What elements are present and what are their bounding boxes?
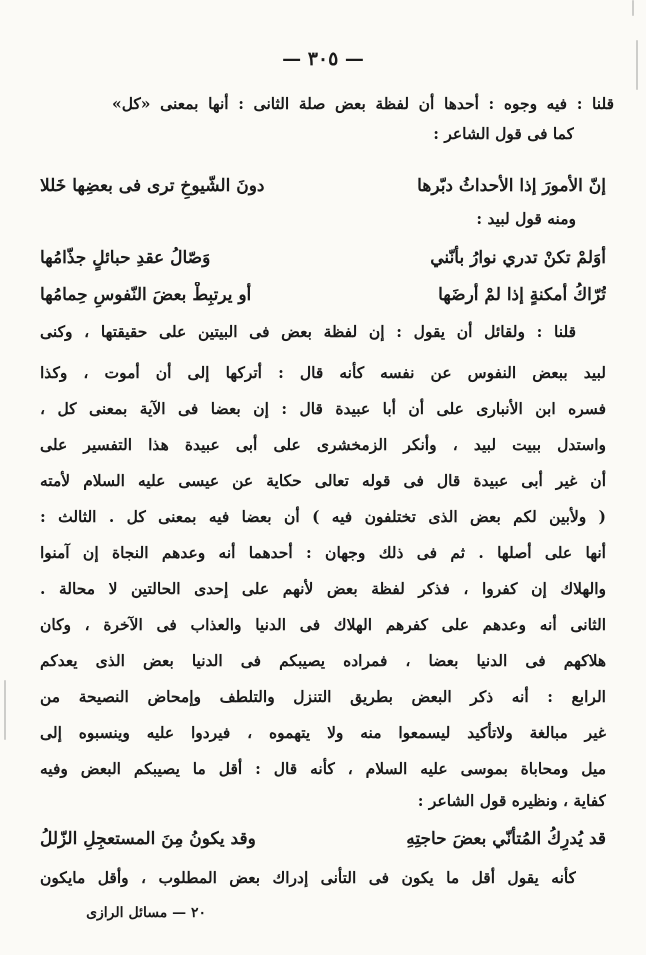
poem-verse <box>40 826 606 852</box>
page-number: — ٣٠٥ — <box>282 48 364 70</box>
text-line: غير مبالغة ولاتأكيد ليسمعوا منه ولا يتهموه ، فيردوا عليه وينسبوه إلى <box>40 723 606 742</box>
verse-second-hemistich: وَصّالُ عقدِ حبائلٍ جذّامُها <box>40 248 211 268</box>
verse-first-hemistich: قد يُدرِكُ المُتأنّي بعضَ حاجتِهِ <box>406 829 606 849</box>
poem-verse <box>40 173 606 199</box>
verse-second-hemistich: دونَ الشّيوخِ ترى فى بعضِها خَللا <box>40 176 265 196</box>
text-line: أنها على أصلها . ثم فى ذلك وجهان : أحدهما أنه وعدهم النجاة إن آمنوا <box>40 543 606 562</box>
scan-mark <box>4 680 6 740</box>
verse-second-hemistich: وقد يكونُ مِنَ المستعجِلِ الزّللُ <box>40 829 256 849</box>
verse-first-hemistich: تُرّاكُ أمكنةٍ إذا لمْ أرضَها <box>438 285 606 305</box>
text-line: والهلاك إن كفروا ، فذكر لفظة بعض لأنهم على إحدى الحالتين لا محالة . <box>40 579 606 598</box>
text-line: كفاية ، ونظيره قول الشاعر : <box>417 791 606 810</box>
poem-verse <box>40 245 606 271</box>
text-line: ميل ومحاباة بموسى عليه السلام ، كأنه قال : أقل ما يصيبكم البعض وفيه <box>40 759 606 778</box>
text-line: لبيد ببعض النفوس عن نفسه كأنه قال : أتركها إلى أن أموت ، وكذا <box>40 363 606 382</box>
text-line: الثانى أنه وعدهم على كفرهم الهلاك فى الدنيا والعذاب فى الآخرة ، وكان <box>40 615 606 634</box>
page-footer: ٢٠ — مسائل الرازى <box>86 905 206 921</box>
text-line: كما فى قول الشاعر : <box>433 124 574 143</box>
text-line: أن غير أبى عبيدة قال فى قوله تعالى حكاية عن عيسى عليه السلام لأمته <box>40 471 606 490</box>
verse-first-hemistich: أوَلمْ تكنْ تدري نوارُ بأنّني <box>430 248 606 268</box>
text-line: قلنا : فيه وجوه : أحدها أن لفظة بعض صلة الثانى : أنها بمعنى «كل» <box>112 94 614 113</box>
text-line: فسره ابن الأنبارى على أن أبا عبيدة قال : إن بعضا فى الآية بمعنى كل ، <box>40 399 606 418</box>
poem-verse <box>40 282 606 308</box>
text-line: قلنا : ولقائل أن يقول : إن لفظة بعض فى البيتين على حقيقتها ، وكنى <box>40 322 576 341</box>
text-line: ومنه قول لبيد : <box>476 209 576 228</box>
scan-mark <box>632 0 634 16</box>
verse-first-hemistich: إنّ الأمورَ إذا الأحداثُ دبّرها <box>417 176 606 196</box>
verse-second-hemistich: أو يرتبِطْ بعضَ النّفوسِ حِمامُها <box>40 285 252 305</box>
text-line: ( ولأبين لكم بعض الذى تختلفون فيه ) أن بعضا فيه بمعنى كل . الثالث : <box>40 507 606 526</box>
scan-mark <box>636 40 638 90</box>
text-line: هلاكهم فى الدنيا بعضا ، فمراده يصيبكم فى الدنيا بعض الذى يعدكم <box>40 651 606 670</box>
text-line: واستدل ببيت لبيد ، وأنكر الزمخشرى على أبى عبيدة هذا التفسير على <box>40 435 606 454</box>
text-line: كأنه يقول أقل ما يكون فى التأنى إدراك بعض المطلوب ، وأقل مايكون <box>40 868 576 887</box>
text-line: الرابع : أنه ذكر البعض بطريق التنزل والتلطف وإمحاض النصيحة من <box>40 687 606 706</box>
